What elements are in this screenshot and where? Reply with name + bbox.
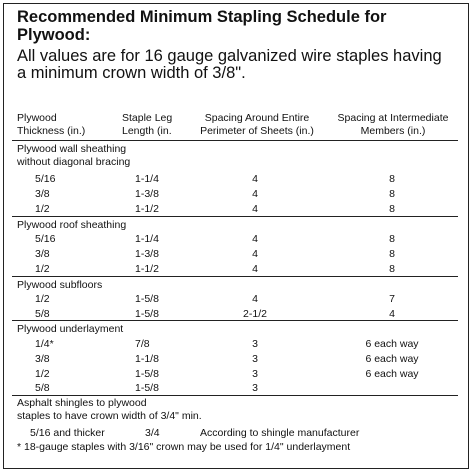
section-title-asphalt [17,397,202,423]
wall-title-line-2: without diagonal bracing [17,156,131,168]
table-cell-intermediate: 8 [389,263,395,275]
table-cell-perimeter: 3 [252,338,258,350]
table-cell-perimeter: 3 [252,353,258,365]
header-perimeter [195,112,319,138]
subtitle-line-2: a minimum crown width of 3/8". [17,64,246,82]
section-title-underlayment: Plywood underlayment [17,323,124,335]
table-cell-thickness: 5/16 and thicker [30,427,105,439]
table-cell-thickness: 1/4* [35,338,54,350]
header-leg-length [122,112,172,138]
section-divider [12,395,458,396]
subtitle-line-1: All values are for 16 gauge galvanized wire staples having [17,47,442,65]
header-perimeter-line-1: Spacing Around Entire [204,112,310,124]
section-divider [12,276,458,277]
table-cell-perimeter: 4 [252,263,258,275]
table-cell-leg: 1-1/4 [135,233,159,245]
section-title-roof: Plywood roof sheathing [17,219,127,231]
table-cell-perimeter: 4 [252,203,258,215]
section-title-subfloors: Plywood subfloors [17,279,103,291]
header-thickness-line-2: Thickness (in.) [17,125,86,137]
table-cell-intermediate: 8 [389,188,395,200]
footnote: * 18-gauge staples with 3/16" crown may be used for 1/4" underlayment [17,441,351,453]
header-intermediate-line-2: Members (in.) [360,125,426,137]
table-cell-intermediate: 6 each way [365,338,419,350]
table-cell-leg: 1-3/8 [135,248,159,260]
table-cell-thickness: 5/16 [35,233,56,245]
section-divider [12,320,458,321]
header-thickness [17,112,85,138]
asphalt-title-line-1: Asphalt shingles to plywood [17,397,147,409]
title-line-1: Recommended Minimum Stapling Schedule for [17,8,387,26]
table-cell-thickness: 1/2 [35,368,50,380]
table-cell-intermediate: 8 [389,233,395,245]
table-cell-perimeter: 2-1/2 [243,308,267,320]
table-cell-thickness: 3/8 [35,248,50,260]
section-divider [12,216,458,217]
table-cell-intermediate: 4 [389,308,395,320]
table-cell-leg: 1-1/2 [135,263,159,275]
table-cell-leg: 1-1/8 [135,353,159,365]
document-title [17,8,386,44]
header-thickness-line-1: Plywood [17,112,57,124]
document-subtitle [17,48,442,82]
section-title-wall [17,143,130,169]
table-cell-leg: 7/8 [135,338,150,350]
table-cell-thickness: 1/2 [35,203,50,215]
table-cell-thickness: 5/8 [35,382,50,394]
table-cell-leg: 1-5/8 [135,308,159,320]
table-cell-perimeter: 4 [252,173,258,185]
table-cell-perimeter: 4 [252,188,258,200]
wall-title-line-1: Plywood wall sheathing [17,143,127,155]
header-perimeter-line-2: Perimeter of Sheets (in.) [200,125,314,137]
table-cell-perimeter: 4 [252,233,258,245]
table-cell-leg: 3/4 [145,427,160,439]
table-cell-intermediate: 6 each way [365,368,419,380]
table-cell-leg: 1-5/8 [135,293,159,305]
title-line-2: Plywood: [17,26,91,44]
table-cell-leg: 1-1/2 [135,203,159,215]
table-cell-perimeter: 3 [252,382,258,394]
table-cell-note: According to shingle manufacturer [200,427,360,439]
table-cell-intermediate: 8 [389,248,395,260]
table-cell-leg: 1-3/8 [135,188,159,200]
header-divider [12,140,458,141]
table-cell-intermediate: 8 [389,173,395,185]
table-cell-leg: 1-5/8 [135,368,159,380]
table-cell-thickness: 5/8 [35,308,50,320]
header-intermediate-line-1: Spacing at Intermediate [337,112,449,124]
table-cell-thickness: 3/8 [35,353,50,365]
table-cell-perimeter: 3 [252,368,258,380]
table-cell-intermediate: 8 [389,203,395,215]
table-cell-leg: 1-5/8 [135,382,159,394]
header-leg-line-1: Staple Leg [122,112,173,124]
header-leg-line-2: Length (in. [122,125,172,137]
table-cell-intermediate: 6 each way [365,353,419,365]
table-cell-thickness: 1/2 [35,263,50,275]
table-cell-perimeter: 4 [252,293,258,305]
asphalt-title-line-2: staples to have crown width of 3/4" min. [17,410,202,422]
table-cell-perimeter: 4 [252,248,258,260]
header-intermediate [328,112,458,138]
table-cell-thickness: 1/2 [35,293,50,305]
table-cell-thickness: 5/16 [35,173,56,185]
table-cell-intermediate: 7 [389,293,395,305]
table-cell-leg: 1-1/4 [135,173,159,185]
table-cell-thickness: 3/8 [35,188,50,200]
